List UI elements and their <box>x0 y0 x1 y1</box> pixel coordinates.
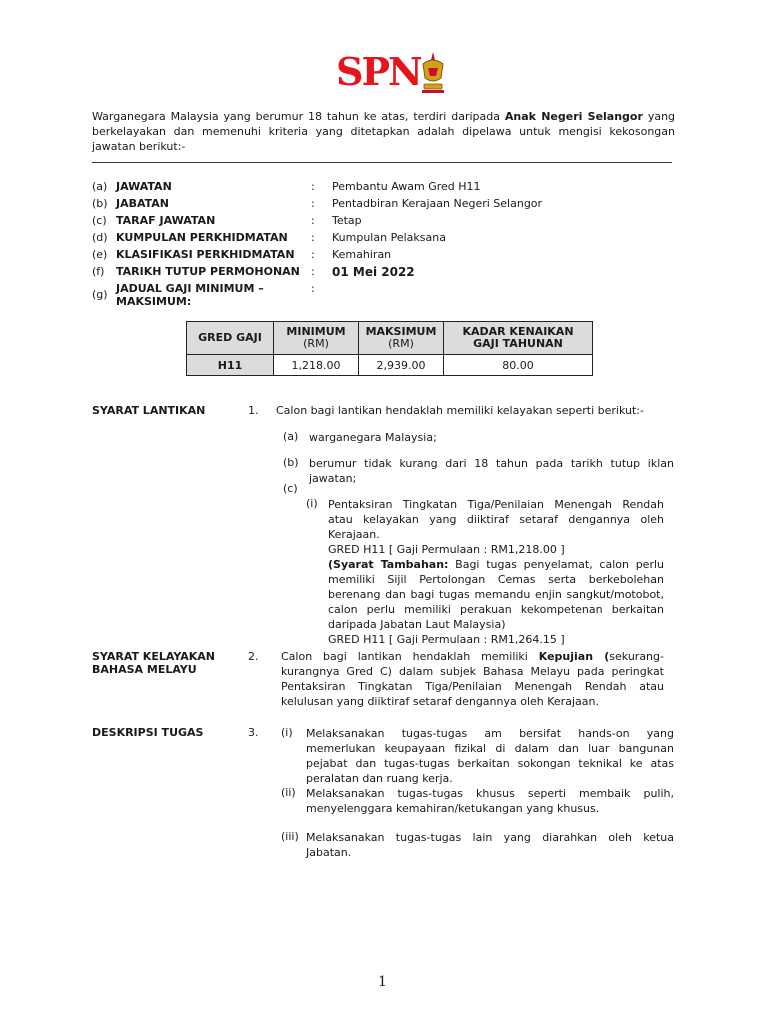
cell-gred: H11 <box>187 355 274 376</box>
item-text: Melaksanakan tugas-tugas khusus seperti membaik pulih, menyelenggara kemahiran/ketukangan yang khusus. <box>306 787 674 815</box>
detail-label: KUMPULAN PERKHIDMATAN <box>116 231 288 244</box>
detail-label: TARIKH TUTUP PERMOHONAN <box>116 265 300 278</box>
section-title-deskripsi: DESKRIPSI TUGAS <box>92 726 204 739</box>
detail-value-closing-date: 01 Mei 2022 <box>332 265 415 279</box>
syarat-tambahan <box>328 557 664 632</box>
section-title-syarat-bm <box>92 650 215 676</box>
sub-item-key: (i) <box>306 497 318 510</box>
section-number: 3. <box>248 726 259 739</box>
detail-value: Kumpulan Pelaksana <box>332 231 446 244</box>
detail-key: (b) <box>92 197 108 210</box>
cell-minimum: 1,218.00 <box>274 355 359 376</box>
detail-key: (f) <box>92 265 105 278</box>
sub-item-text <box>328 497 664 647</box>
salary-table <box>186 321 593 376</box>
detail-colon: : <box>311 197 315 210</box>
header-gred-gaji: GRED GAJI <box>187 322 274 355</box>
detail-key: (c) <box>92 214 107 227</box>
intro-paragraph <box>92 109 675 154</box>
selangor-crest-icon <box>420 50 446 96</box>
gred-permulaan-1: GRED H11 [ Gaji Permulaan : RM1,218.00 ] <box>328 543 565 556</box>
header-kadar-kenaikan <box>444 322 593 355</box>
item-text: Melaksanakan tugas-tugas am bersifat hands-on yang memerlukan keupayaan fizikal di dalam dan luar bangunan pejabat dan tugas-tugas berkaitan sokongan teknikal ke atas peralatan dan ruang kerja. <box>306 727 674 785</box>
header-maksimum <box>359 322 444 355</box>
detail-colon: : <box>311 265 315 278</box>
item-key: (iii) <box>281 830 299 843</box>
section-title-line1: SYARAT KELAYAKAN <box>92 650 215 663</box>
detail-label: JAWATAN <box>116 180 172 193</box>
detail-label: KLASIFIKASI PERKHIDMATAN <box>116 248 295 261</box>
cell-kadar: 80.00 <box>444 355 593 376</box>
gred-permulaan-2: GRED H11 [ Gaji Permulaan : RM1,264.15 ] <box>328 633 565 646</box>
detail-key: (g) <box>92 288 108 301</box>
header-maksimum-label: MAKSIMUM <box>365 325 437 338</box>
item-key: (ii) <box>281 786 296 799</box>
detail-colon: : <box>311 214 315 227</box>
section-title-syarat-lantikan: SYARAT LANTIKAN <box>92 404 206 417</box>
item-text: warganegara Malaysia; <box>309 431 437 444</box>
page-number: 1 <box>378 974 387 990</box>
detail-value: Pembantu Awam Gred H11 <box>332 180 481 193</box>
item-key: (c) <box>283 482 298 495</box>
cell-maksimum: 2,939.00 <box>359 355 444 376</box>
detail-colon: : <box>311 282 315 295</box>
detail-value: Pentadbiran Kerajaan Negeri Selangor <box>332 197 543 210</box>
item-key: (a) <box>283 430 299 443</box>
detail-value: Kemahiran <box>332 248 392 261</box>
header-minimum-unit: (RM) <box>303 337 329 350</box>
item-text: Melaksanakan tugas-tugas lain yang diarahkan oleh ketua Jabatan. <box>306 831 674 859</box>
detail-label: JADUAL GAJI MINIMUM – <box>116 282 264 295</box>
item-key: (b) <box>283 456 299 469</box>
section-title-line2: BAHASA MELAYU <box>92 663 197 676</box>
syarat-intro: Calon bagi lantikan hendaklah memiliki kelayakan seperti berikut:- <box>276 404 644 417</box>
detail-colon: : <box>311 180 315 193</box>
detail-key: (d) <box>92 231 108 244</box>
item-text: berumur tidak kurang dari 18 tahun pada tarikh tutup iklan jawatan; <box>309 457 674 485</box>
syarat-tambahan-text: Bagi tugas penyelamat, calon perlu memiliki Sijil Pertolongan Cemas serta berkebolehan berenang dan bagi tugas memandu enjin sangkut/motobot, calon perlu memiliki perakuan kekompetenan berkaitan daripada Jabatan Laut Malaysia) <box>328 558 664 631</box>
spn-logo <box>336 50 446 98</box>
detail-colon: : <box>311 248 315 261</box>
detail-key: (a) <box>92 180 108 193</box>
syarat-bm-pre: Calon bagi lantikan hendaklah memiliki <box>281 650 539 663</box>
detail-label: JABATAN <box>116 197 170 210</box>
table-row <box>187 355 593 376</box>
detail-label: TARAF JAWATAN <box>116 214 216 227</box>
detail-key: (e) <box>92 248 108 261</box>
header-maksimum-unit: (RM) <box>388 337 414 350</box>
logo-text: SPN <box>336 49 421 94</box>
syarat-bm-bold: Kepujian ( <box>538 650 610 663</box>
syarat-bm-paragraph <box>281 649 664 709</box>
syarat-tambahan-label: (Syarat Tambahan: <box>328 558 449 571</box>
intro-text-pre: Warganegara Malaysia yang berumur 18 tahun ke atas, terdiri daripada <box>92 110 505 123</box>
header-minimum-label: MINIMUM <box>286 325 346 338</box>
item-key: (i) <box>281 726 293 739</box>
syarat-bm-post: sekurang-kurangnya Gred C) dalam subjek Bahasa Melayu pada peringkat Pentaksiran Tingkatan Tiga/Penilaian Menengah Rendah atau kelulusan yang diiktiraf setaraf dengannya oleh Kerajaan. <box>281 650 664 708</box>
header-kadar-line1: KADAR KENAIKAN <box>462 325 574 338</box>
intro-text-bold: Anak Negeri Selangor <box>504 110 643 123</box>
section-number: 2. <box>248 650 259 663</box>
detail-label-cont: MAKSIMUM: <box>116 295 192 308</box>
header-kadar-line2: GAJI TAHUNAN <box>473 337 563 350</box>
sub-item-qualification: Pentaksiran Tingkatan Tiga/Penilaian Menengah Rendah atau kelayakan yang diiktiraf setaraf dengannya oleh Kerajaan. <box>328 498 664 541</box>
section-number: 1. <box>248 404 259 417</box>
detail-colon: : <box>311 231 315 244</box>
intro-text-post: yang berkelayakan dan memenuhi kriteria yang ditetapkan adalah dipelawa untuk mengisi kekosongan jawatan berikut:- <box>92 110 676 153</box>
table-header-row <box>187 322 593 355</box>
header-minimum <box>274 322 359 355</box>
divider-line <box>92 162 672 163</box>
detail-value: Tetap <box>332 214 362 227</box>
